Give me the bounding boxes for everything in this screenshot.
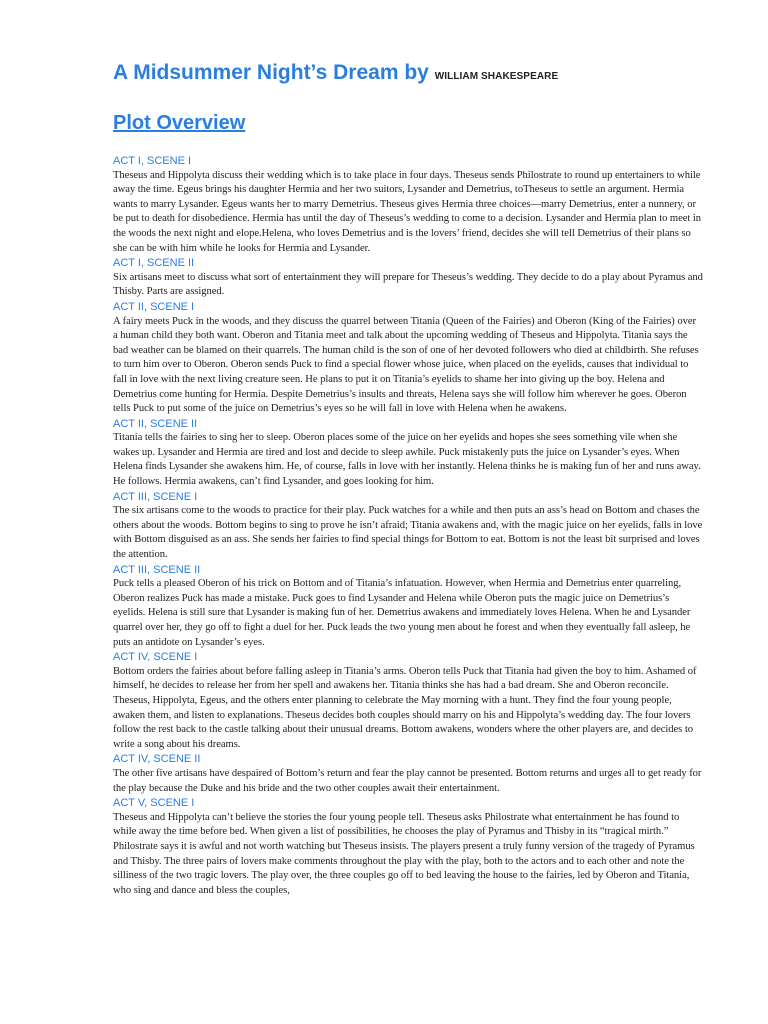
scene-section	[113, 796, 703, 898]
scene-heading: ACT I, SCENE I	[113, 155, 192, 167]
scene-summary: Titania tells the fairies to sing her to sleep. Oberon places some of the juice on her eyelids and hopes she sees something vile when she wakes up. Lysander and Hermia are tired and lost and decide to sleep awhile. Puck mistakenly puts the juice on Lysander’s eyes. When Helena finds Lysander she awakens him. He, of course, falls in love with her instantly. Helena thinks he is making fun of her and runs away. He follows. Hermia awakens, can’t find Lysander, and goes looking for him.	[113, 432, 701, 488]
scene-summary: Puck tells a pleased Oberon of his trick on Bottom and of Titania’s infatuation. However, when Hermia and Demetrius enter quarreling, Oberon realizes Puck has made a mistake. Puck goes to find Lysander and Helena while Oberon puts the magic juice on Demetrius’s eyelids. Helena is still sure that Lysander is making fun of her. Demetrius awakens and immediately loves Helena. When he and Lysander quarrel over her, they go off to fight a duel for her. Puck leads the two young men about he forest and when they eventually fall asleep, he puts an antidote on Lysander’s eyes.	[113, 578, 691, 648]
scene-section	[113, 417, 703, 490]
document-title	[113, 60, 703, 90]
scene-section	[113, 256, 703, 300]
scene-summary: Theseus and Hippolyta discuss their wedding which is to take place in four days. Theseus sends Philostrate to round up entertainers to while away the time. Egeus brings his daughter Hermia and her two suitors, Lysander and Demetrius, toTheseus to settle an argument. Hermia wants to marry Lysander. Egeus wants her to marry Demetrius. Theseus gives Hermia three choices—marry Demetrius, enter a nunnery, or be put to death for disobedience. Hermia has until the day of Theseus’s wedding to come to a decision. Lysander and Hermia plan to meet in the woods the next night and elope.Helena, who loves Demetrius and is the lovers’ friend, decides she will tell Demetrius of their plans so she can be with him while he looks for Hermia and Lysander.	[113, 169, 702, 254]
scene-heading: ACT II, SCENE I	[113, 300, 195, 313]
scene-summary: The six artisans come to the woods to practice for their play. Puck watches for a while and then puts an ass’s head on Bottom and chases the others about the woods. Bottom begins to sing to prove he isn’t afraid; Titania awakens and, with the magic juice on her eyelids, falls in love with Bottom disguised as an ass. She sends her fairies to find special things for Bottom to eat. Bottom is not the least bit surprised and loves the attention.	[113, 505, 703, 561]
scene-summary: The other five artisans have despaired of Bottom’s return and fear the play cannot be presented. Bottom returns and urges all to get ready for the play because the Duke and his bride and the two other couples await their entertainment.	[113, 767, 702, 794]
scene-summary: A fairy meets Puck in the woods, and they discuss the quarrel between Titania (Queen of the Fairies) and Oberon (King of the Fairies) over a human child they both want. Oberon and Titania meet and talk about the upcoming wedding of Theseus and Hippolyta. Titania says the bad weather can be blamed on their quarrels. The human child is the son of one of her devoted followers who died at childbirth. She refuses to turn him over to Oberon. Oberon sends Puck to find a special flower whose juice, when placed on the eyelids, causes that individual to fall in love with the next living creature seen. He plans to put it on Titania’s eyelids to shame her into giving up the boy. Helena and Demetrius come hunting for Hermia. Despite Demetrius’s insults and threats, Helena says she will follow him wherever he goes. Oberon tells Puck to put some of the juice on Demetrius’s eyes so he will fall in love with Helena when he awakens.	[113, 315, 699, 415]
document-page	[113, 54, 703, 898]
scene-heading: ACT II, SCENE II	[113, 417, 198, 430]
scene-section	[113, 154, 703, 256]
scene-heading: ACT IV, SCENE II	[113, 753, 201, 766]
scene-heading: ACT IV, SCENE I	[113, 651, 198, 664]
scene-section	[113, 490, 703, 563]
scene-heading: ACT V, SCENE I	[113, 797, 195, 810]
author-name: WILLIAM SHAKESPEARE	[434, 71, 559, 82]
scene-section	[113, 300, 703, 417]
scene-list	[113, 154, 703, 898]
title-text: A Midsummer Night’s Dream by	[113, 61, 429, 84]
scene-section	[113, 650, 703, 752]
scene-heading: ACT III, SCENE I	[113, 490, 198, 503]
scene-summary: Theseus and Hippolyta can’t believe the stories the four young people tell. Theseus asks Philostrate what entertainment he has found to while away the time before bed. When given a list of possibilities, he chooses the play of Pyramus and Thisby in its “tragical mirth.” Philostrate says it is awful and not worth watching but Theseus insists. The players present a truly funny version of the tragedy of Pyramus and Thisby. The three pairs of lovers make comments throughout the play with the play, both to the actors and to each other and note the silliness of the two tragic lovers. The play over, the three couples go off to bed leaving the house to the fairies, led by Oberon and Titania, who sing and dance and bless the couples,	[113, 811, 695, 896]
scene-section	[113, 752, 703, 796]
scene-heading: ACT I, SCENE II	[113, 257, 195, 270]
scene-summary: Six artisans meet to discuss what sort of entertainment they will prepare for Theseus’s wedding. They decide to do a play about Pyramus and Thisby. Parts are assigned.	[113, 271, 703, 298]
scene-heading: ACT III, SCENE II	[113, 563, 201, 576]
plot-overview-heading: Plot Overview	[113, 112, 246, 134]
scene-section	[113, 563, 703, 651]
scene-summary: Bottom orders the fairies about before falling asleep in Titania’s arms. Oberon tells Puck that Titania had given the boy to him. Ashamed of himself, he decides to release her from her spell and awakens her. Titania thinks she has had a bad dream. She and Oberon reconcile. Theseus, Hippolyta, Egeus, and the others enter planning to celebrate the May morning with a hunt. They find the four young people, awaken them, and listen to explanations. Theseus decides both couples should marry on his and Hippolyta’s wedding day. The four lovers follow the rest back to the castle talking about their unusual dreams. Bottom awakens, wonders where the other players are, and decides to write a song about his dreams.	[113, 665, 697, 750]
